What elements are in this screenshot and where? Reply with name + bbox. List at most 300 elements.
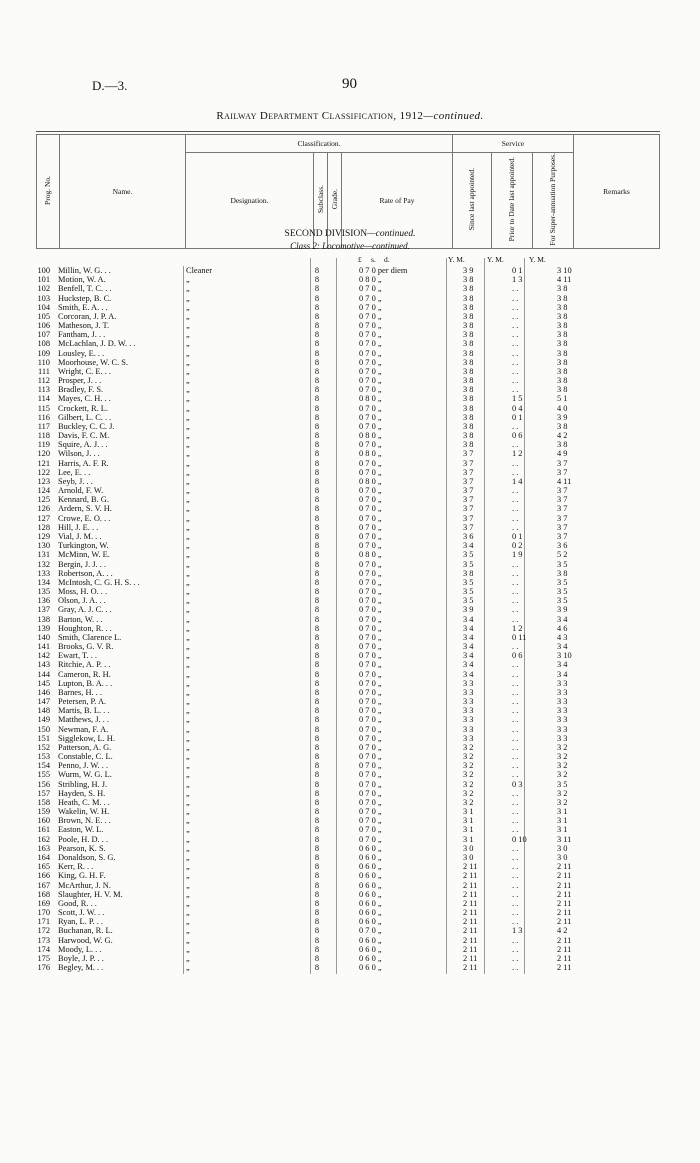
cell-superannuation: 4 2: [557, 431, 568, 441]
cell-rate-of-pay: 0 7 0 „: [359, 302, 382, 312]
cell-since-last: 3 8: [463, 330, 474, 340]
cell-superannuation: 3 2: [557, 752, 568, 762]
cell-since-last: 3 4: [463, 669, 474, 679]
cell-designation: „: [186, 623, 190, 633]
table-row: [30, 807, 670, 816]
cell-name: McMinn, W. E.: [58, 550, 110, 560]
cell-prog-no: 169: [37, 898, 50, 908]
cell-designation: „: [186, 898, 190, 908]
cell-prog-no: 157: [37, 788, 50, 798]
cell-prior-to-date: . .: [512, 706, 519, 716]
cell-designation: „: [186, 669, 190, 679]
cell-rate-of-pay: 0 7 0 „: [359, 348, 382, 358]
cell-since-last: 3 8: [463, 357, 474, 367]
table-row: [30, 550, 670, 559]
cell-prior-to-date: 0 1: [512, 412, 523, 422]
cell-since-last: 3 2: [463, 788, 474, 798]
table-row: [30, 926, 670, 935]
cell-prog-no: 174: [37, 944, 50, 954]
cell-name: Brooks, G. V. R.: [58, 642, 114, 652]
cell-since-last: 3 7: [463, 495, 474, 505]
table-row: [30, 908, 670, 917]
cell-superannuation: 2 11: [557, 898, 572, 908]
cell-subclass: 8: [314, 513, 320, 523]
cell-prog-no: 143: [37, 660, 50, 670]
cell-name: Kerr, R. . .: [58, 862, 94, 872]
header-prog-no: Prog. No.: [37, 135, 60, 249]
cell-name: Prosper, J. . .: [58, 376, 102, 386]
cell-prog-no: 113: [37, 385, 50, 395]
table-row: [30, 624, 670, 633]
cell-subclass: 8: [314, 421, 320, 431]
cell-name: Millin, W. G. . .: [58, 266, 111, 275]
cell-prog-no: 138: [37, 614, 50, 624]
cell-designation: „: [186, 834, 190, 844]
cell-rate-of-pay: 0 7 0 „: [359, 825, 382, 835]
cell-prog-no: 146: [37, 687, 50, 697]
cell-prior-to-date: . .: [512, 880, 519, 890]
cell-prior-to-date: 1 9: [512, 550, 523, 560]
cell-subclass: 8: [314, 577, 320, 587]
cell-since-last: 2 11: [463, 926, 478, 936]
cell-designation: „: [186, 504, 190, 514]
cell-superannuation: 3 3: [557, 678, 568, 688]
cell-name: Barton, W. . .: [58, 614, 103, 624]
cell-prior-to-date: 0 4: [512, 403, 523, 413]
cell-designation: „: [186, 321, 190, 331]
cell-subclass: 8: [314, 623, 320, 633]
cell-name: Wright, C. E. . .: [58, 366, 111, 376]
table-row: [30, 798, 670, 807]
cell-subclass: 8: [314, 495, 320, 505]
cell-designation: „: [186, 541, 190, 551]
cell-subclass: 8: [314, 834, 320, 844]
cell-designation: „: [186, 293, 190, 303]
cell-prior-to-date: . .: [512, 752, 519, 762]
cell-prog-no: 101: [37, 275, 50, 285]
cell-rate-of-pay: 0 8 0 „: [359, 449, 382, 459]
cell-subclass: 8: [314, 321, 320, 331]
cell-rate-of-pay: 0 7 0 „: [359, 504, 382, 514]
table-row: [30, 440, 670, 449]
cell-superannuation: 3 8: [557, 421, 568, 431]
cell-subclass: 8: [314, 963, 320, 973]
cell-prior-to-date: . .: [512, 486, 519, 496]
cell-prior-to-date: 0 1: [512, 266, 523, 275]
cell-prog-no: 145: [37, 678, 50, 688]
cell-subclass: 8: [314, 284, 320, 294]
cell-superannuation: 2 11: [557, 880, 572, 890]
cell-since-last: 3 8: [463, 293, 474, 303]
cell-subclass: 8: [314, 843, 320, 853]
cell-subclass: 8: [314, 440, 320, 450]
cell-designation: „: [186, 889, 190, 899]
cell-name: Mayes, C. H. . .: [58, 394, 111, 404]
cell-name: Harwood, W. G.: [58, 935, 113, 945]
cell-designation: „: [186, 880, 190, 890]
cell-subclass: 8: [314, 797, 320, 807]
cell-name: Moorhouse, W. C. S.: [58, 357, 129, 367]
cell-since-last: 3 8: [463, 284, 474, 294]
cell-prior-to-date: . .: [512, 761, 519, 771]
cell-subclass: 8: [314, 403, 320, 413]
table-row: [30, 936, 670, 945]
cell-subclass: 8: [314, 339, 320, 349]
cell-subclass: 8: [314, 687, 320, 697]
cell-name: King, G. H. F.: [58, 871, 106, 881]
table-row: [30, 431, 670, 440]
cell-prior-to-date: . .: [512, 797, 519, 807]
cell-subclass: 8: [314, 770, 320, 780]
cell-rate-of-pay: 0 7 0 „: [359, 385, 382, 395]
cell-designation: „: [186, 357, 190, 367]
cell-superannuation: 3 11: [557, 834, 572, 844]
cell-prior-to-date: . .: [512, 357, 519, 367]
cell-prog-no: 120: [37, 449, 50, 459]
cell-superannuation: 3 3: [557, 733, 568, 743]
cell-rate-of-pay: 0 7 0 „: [359, 614, 382, 624]
cell-since-last: 2 11: [463, 963, 478, 973]
table-row: [30, 651, 670, 660]
cell-prior-to-date: . .: [512, 687, 519, 697]
cell-subclass: 8: [314, 311, 320, 321]
cell-since-last: 3 2: [463, 797, 474, 807]
cell-subclass: 8: [314, 394, 320, 404]
header-since-last: Since last appointed.: [453, 153, 492, 249]
cell-name: Cameron, R. H.: [58, 669, 111, 679]
cell-prior-to-date: . .: [512, 697, 519, 707]
cell-prior-to-date: . .: [512, 458, 519, 468]
table-row: [30, 339, 670, 348]
cell-prog-no: 130: [37, 541, 50, 551]
cell-since-last: 3 4: [463, 632, 474, 642]
cell-prior-to-date: . .: [512, 339, 519, 349]
cell-prior-to-date: . .: [512, 330, 519, 340]
cell-name: Fantham, J. . .: [58, 330, 106, 340]
cell-prog-no: 114: [37, 394, 50, 404]
table-row: [30, 844, 670, 853]
cell-superannuation: 3 6: [557, 541, 568, 551]
cell-superannuation: 3 2: [557, 761, 568, 771]
cell-designation: „: [186, 431, 190, 441]
cell-superannuation: 3 7: [557, 513, 568, 523]
cell-prog-no: 135: [37, 587, 50, 597]
cell-superannuation: 3 3: [557, 687, 568, 697]
cell-superannuation: 3 2: [557, 742, 568, 752]
cell-designation: „: [186, 963, 190, 973]
cell-prog-no: 148: [37, 706, 50, 716]
cell-name: Corcoran, J. P. A.: [58, 311, 117, 321]
cell-rate-of-pay: 0 7 0 „: [359, 513, 382, 523]
cell-designation: „: [186, 486, 190, 496]
cell-since-last: 3 7: [463, 476, 474, 486]
cell-designation: „: [186, 697, 190, 707]
cell-superannuation: 3 8: [557, 330, 568, 340]
cell-designation: „: [186, 376, 190, 386]
cell-superannuation: 3 7: [557, 486, 568, 496]
cell-superannuation: 3 7: [557, 458, 568, 468]
cell-name: Seyb, J. . .: [58, 476, 93, 486]
cell-designation: „: [186, 807, 190, 817]
cell-rate-of-pay: 0 7 0 „: [359, 715, 382, 725]
cell-prior-to-date: . .: [512, 908, 519, 918]
cell-prog-no: 176: [37, 963, 50, 973]
cell-since-last: 3 7: [463, 449, 474, 459]
cell-prior-to-date: . .: [512, 724, 519, 734]
cell-rate-of-pay: 0 6 0 „: [359, 843, 382, 853]
cell-subclass: 8: [314, 816, 320, 826]
table-row: [30, 303, 670, 312]
cell-rate-of-pay: 0 6 0 „: [359, 853, 382, 862]
cell-subclass: 8: [314, 678, 320, 688]
table-row: [30, 266, 670, 275]
cell-name: Motion, W. A.: [58, 275, 106, 285]
cell-superannuation: 3 8: [557, 357, 568, 367]
cell-superannuation: 2 11: [557, 917, 572, 927]
cell-name: Wurm, W. G. L.: [58, 770, 112, 780]
table-row: [30, 899, 670, 908]
table-row: [30, 725, 670, 734]
table-row: [30, 376, 670, 385]
cell-name: Lupton, B. A. . .: [58, 678, 113, 688]
cell-prog-no: 140: [37, 632, 50, 642]
cell-superannuation: 3 8: [557, 376, 568, 386]
cell-superannuation: 3 3: [557, 706, 568, 716]
cell-prog-no: 170: [37, 908, 50, 918]
cell-rate-of-pay: 0 6 0 „: [359, 898, 382, 908]
cell-since-last: 3 0: [463, 853, 474, 862]
table-row: [30, 615, 670, 624]
cell-designation: „: [186, 660, 190, 670]
cell-rate-of-pay: 0 7 0 „: [359, 596, 382, 606]
cell-rate-of-pay: 0 6 0 „: [359, 871, 382, 881]
cell-superannuation: 3 4: [557, 669, 568, 679]
cell-designation: „: [186, 550, 190, 560]
table-row: [30, 881, 670, 890]
table-row: [30, 312, 670, 321]
cell-subclass: 8: [314, 522, 320, 532]
cell-designation: „: [186, 302, 190, 312]
cell-name: Lee, E. . .: [58, 467, 91, 477]
table-row: [30, 679, 670, 688]
cell-since-last: 3 8: [463, 348, 474, 358]
cell-rate-of-pay: 0 6 0 „: [359, 935, 382, 945]
cell-subclass: 8: [314, 412, 320, 422]
cell-designation: „: [186, 825, 190, 835]
cell-designation: „: [186, 853, 190, 862]
cell-designation: „: [186, 917, 190, 927]
cell-designation: „: [186, 403, 190, 413]
table-row: [30, 294, 670, 303]
cell-subclass: 8: [314, 458, 320, 468]
cell-name: Benfell, T. C. . .: [58, 284, 112, 294]
cell-designation: „: [186, 871, 190, 881]
cell-prior-to-date: . .: [512, 935, 519, 945]
cell-subclass: 8: [314, 742, 320, 752]
cell-since-last: 3 3: [463, 706, 474, 716]
cell-since-last: 3 4: [463, 623, 474, 633]
cell-since-last: 3 3: [463, 715, 474, 725]
class-title: Class 2: Locomotive—continued.: [290, 241, 410, 251]
cell-designation: „: [186, 577, 190, 587]
cell-since-last: 3 8: [463, 412, 474, 422]
cell-superannuation: 3 5: [557, 587, 568, 597]
cell-rate-of-pay: 0 7 0 „: [359, 495, 382, 505]
table-row: [30, 330, 670, 339]
cell-prog-no: 159: [37, 807, 50, 817]
cell-rate-of-pay: 0 7 0 „: [359, 697, 382, 707]
cell-name: Ryan, L. P. . .: [58, 917, 104, 927]
cell-subclass: 8: [314, 779, 320, 789]
cell-prog-no: 165: [37, 862, 50, 872]
cell-prog-no: 115: [37, 403, 50, 413]
unit-ym-since: Y. M.: [448, 255, 465, 264]
cell-name: Hill, J. E. . .: [58, 522, 99, 532]
cell-designation: „: [186, 642, 190, 652]
cell-superannuation: 4 2: [557, 926, 568, 936]
cell-rate-of-pay: 0 7 0 „: [359, 797, 382, 807]
cell-prog-no: 173: [37, 935, 50, 945]
cell-designation: „: [186, 687, 190, 697]
cell-designation: „: [186, 531, 190, 541]
unit-pounds: £: [358, 255, 362, 264]
cell-rate-of-pay: 0 7 0 „: [359, 531, 382, 541]
cell-name: Vial, J. M. . .: [58, 531, 102, 541]
cell-rate-of-pay: 0 7 0 „: [359, 669, 382, 679]
cell-subclass: 8: [314, 853, 320, 862]
cell-superannuation: 2 11: [557, 935, 572, 945]
cell-superannuation: 3 3: [557, 715, 568, 725]
header-grade: Grade.: [328, 153, 342, 249]
cell-designation: „: [186, 275, 190, 285]
table-row: [30, 349, 670, 358]
cell-rate-of-pay: 0 7 0 „: [359, 541, 382, 551]
cell-prior-to-date: . .: [512, 825, 519, 835]
cell-subclass: 8: [314, 293, 320, 303]
cell-rate-of-pay: 0 7 0 „: [359, 321, 382, 331]
cell-subclass: 8: [314, 275, 320, 285]
cell-prog-no: 110: [37, 357, 50, 367]
cell-prog-no: 167: [37, 880, 50, 890]
cell-prior-to-date: . .: [512, 660, 519, 670]
cell-superannuation: 3 1: [557, 807, 568, 817]
cell-prog-no: 121: [37, 458, 50, 468]
cell-designation: „: [186, 706, 190, 716]
cell-prior-to-date: . .: [512, 293, 519, 303]
cell-superannuation: 3 8: [557, 293, 568, 303]
cell-superannuation: 3 8: [557, 385, 568, 395]
cell-prior-to-date: . .: [512, 678, 519, 688]
cell-name: Squire, A. J. . .: [58, 440, 108, 450]
cell-subclass: 8: [314, 541, 320, 551]
cell-designation: „: [186, 678, 190, 688]
cell-since-last: 3 8: [463, 431, 474, 441]
cell-rate-of-pay: 0 6 0 „: [359, 889, 382, 899]
cell-subclass: 8: [314, 357, 320, 367]
cell-rate-of-pay: 0 7 0 „: [359, 834, 382, 844]
cell-superannuation: 2 11: [557, 963, 572, 973]
cell-designation: „: [186, 761, 190, 771]
cell-subclass: 8: [314, 385, 320, 395]
cell-name: Barnes, H. . .: [58, 687, 102, 697]
table-row: [30, 670, 670, 679]
cell-subclass: 8: [314, 431, 320, 441]
cell-superannuation: 3 3: [557, 697, 568, 707]
cell-subclass: 8: [314, 266, 320, 275]
cell-since-last: 3 8: [463, 311, 474, 321]
cell-name: Pearson, K. S.: [58, 843, 106, 853]
cell-name: Sigglekow, L. H.: [58, 733, 115, 743]
cell-prog-no: 156: [37, 779, 50, 789]
cell-since-last: 2 11: [463, 944, 478, 954]
cell-name: Brown, N. E. . .: [58, 816, 111, 826]
cell-name: Smith, E. A. . .: [58, 302, 108, 312]
cell-prog-no: 134: [37, 577, 50, 587]
cell-since-last: 3 5: [463, 559, 474, 569]
cell-since-last: 3 7: [463, 513, 474, 523]
cell-subclass: 8: [314, 596, 320, 606]
unit-ym-prior: Y. M.: [487, 255, 504, 264]
cell-since-last: 2 11: [463, 889, 478, 899]
unit-ym-super: Y. M.: [529, 255, 546, 264]
cell-since-last: 3 1: [463, 834, 474, 844]
cell-superannuation: 4 6: [557, 623, 568, 633]
cell-designation: „: [186, 513, 190, 523]
cell-subclass: 8: [314, 568, 320, 578]
cell-designation: „: [186, 779, 190, 789]
cell-rate-of-pay: 0 8 0 „: [359, 476, 382, 486]
cell-subclass: 8: [314, 871, 320, 881]
cell-prior-to-date: 1 3: [512, 275, 523, 285]
cell-since-last: 3 7: [463, 522, 474, 532]
cell-designation: „: [186, 797, 190, 807]
cell-since-last: 3 1: [463, 816, 474, 826]
cell-rate-of-pay: 0 7 0 „: [359, 761, 382, 771]
cell-prior-to-date: 1 5: [512, 394, 523, 404]
cell-subclass: 8: [314, 953, 320, 963]
cell-name: Ardern, S. V. H.: [58, 504, 112, 514]
cell-superannuation: 3 4: [557, 614, 568, 624]
cell-prog-no: 147: [37, 697, 50, 707]
table-row: [30, 688, 670, 697]
cell-prog-no: 117: [37, 421, 50, 431]
cell-prior-to-date: 1 2: [512, 449, 523, 459]
cell-rate-of-pay: 0 8 0 „: [359, 431, 382, 441]
cell-rate-of-pay: 0 7 0 „: [359, 311, 382, 321]
table-row: [30, 963, 670, 972]
cell-subclass: 8: [314, 926, 320, 936]
cell-since-last: 3 8: [463, 403, 474, 413]
cell-superannuation: 5 2: [557, 550, 568, 560]
cell-prior-to-date: . .: [512, 559, 519, 569]
cell-subclass: 8: [314, 908, 320, 918]
cell-designation: „: [186, 733, 190, 743]
cell-designation: „: [186, 724, 190, 734]
cell-rate-of-pay: 0 7 0 „: [359, 807, 382, 817]
cell-designation: Cleaner: [186, 266, 213, 275]
header-name: Name.: [60, 135, 186, 249]
header-remarks: Remarks: [574, 135, 660, 249]
cell-prior-to-date: . .: [512, 953, 519, 963]
cell-since-last: 2 11: [463, 908, 478, 918]
cell-since-last: 3 8: [463, 440, 474, 450]
cell-superannuation: 2 11: [557, 862, 572, 872]
cell-prog-no: 166: [37, 871, 50, 881]
cell-rate-of-pay: 0 7 0 „: [359, 440, 382, 450]
table-row: [30, 367, 670, 376]
cell-prior-to-date: . .: [512, 522, 519, 532]
cell-designation: „: [186, 715, 190, 725]
